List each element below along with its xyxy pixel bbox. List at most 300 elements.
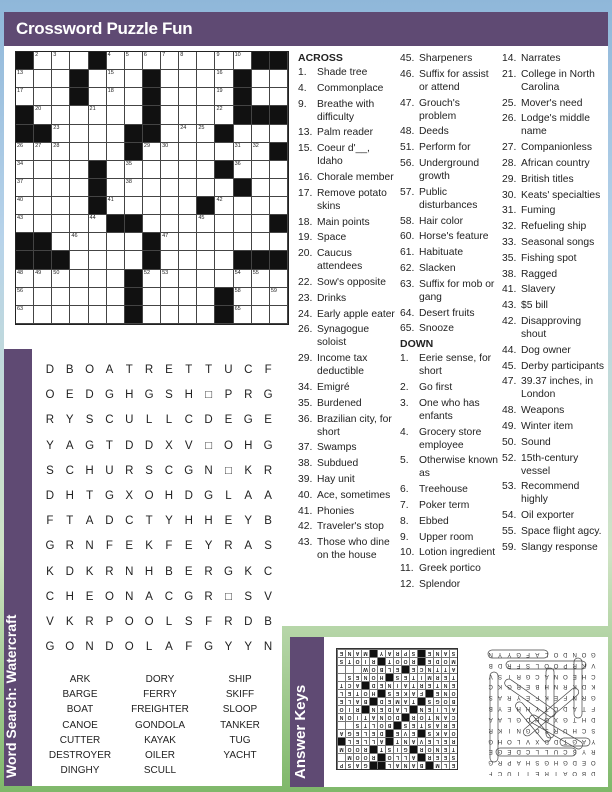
crossword-cell[interactable] xyxy=(215,197,233,215)
crossword-cell[interactable] xyxy=(161,161,179,179)
crossword-cell[interactable] xyxy=(34,70,52,88)
word-search-letter[interactable]: H xyxy=(85,464,94,477)
crossword-cell[interactable] xyxy=(34,197,52,215)
crossword-cell[interactable] xyxy=(125,88,143,106)
crossword-cell[interactable] xyxy=(143,161,161,179)
crossword-cell[interactable] xyxy=(179,143,197,161)
crossword-cell[interactable] xyxy=(125,106,143,124)
word-search-letter[interactable]: F xyxy=(165,540,173,553)
word-search-letter[interactable]: N xyxy=(85,540,94,553)
word-search-letter[interactable]: E xyxy=(224,515,233,528)
word-search-letter[interactable]: H xyxy=(65,590,74,603)
crossword-cell[interactable] xyxy=(89,251,107,269)
word-search-letter[interactable]: V xyxy=(184,439,193,452)
word-search-letter[interactable]: H xyxy=(184,389,193,402)
word-search-letter[interactable]: T xyxy=(205,364,213,376)
crossword-cell[interactable] xyxy=(197,125,215,143)
crossword-cell[interactable] xyxy=(52,125,70,143)
word-search-letter[interactable]: H xyxy=(164,489,174,502)
crossword-cell[interactable] xyxy=(197,306,215,324)
word-search-letter[interactable]: U xyxy=(125,414,134,427)
word-search-letter[interactable]: E xyxy=(165,364,173,376)
crossword-cell[interactable] xyxy=(179,251,197,269)
crossword-cell[interactable] xyxy=(70,197,88,215)
word-search-letter[interactable]: E xyxy=(125,540,134,553)
word-search-letter[interactable]: S xyxy=(165,389,173,402)
word-search-letter[interactable]: O xyxy=(104,590,114,603)
word-search-letter[interactable]: K xyxy=(145,540,153,553)
word-search-letter[interactable]: O xyxy=(223,439,233,452)
crossword-cell[interactable] xyxy=(215,215,233,233)
word-search-letter[interactable]: Y xyxy=(46,439,54,452)
crossword-cell[interactable] xyxy=(161,306,179,324)
word-search-letter[interactable]: G xyxy=(204,489,214,502)
word-search-letter[interactable]: L xyxy=(225,489,232,502)
word-search-letter[interactable]: K xyxy=(46,565,54,578)
crossword-cell[interactable] xyxy=(234,161,252,179)
crossword-cell[interactable] xyxy=(270,233,288,251)
crossword-cell[interactable] xyxy=(179,52,197,70)
word-search-letter[interactable]: A xyxy=(244,540,253,553)
word-search-letter[interactable]: R xyxy=(125,464,134,477)
crossword-cell[interactable] xyxy=(215,270,233,288)
crossword-cell[interactable] xyxy=(234,233,252,251)
word-search-letter[interactable]: N xyxy=(263,641,273,654)
crossword-cell[interactable] xyxy=(215,233,233,251)
crossword-cell[interactable] xyxy=(161,179,179,197)
word-search-letter[interactable]: T xyxy=(145,515,153,528)
crossword-cell[interactable] xyxy=(161,106,179,124)
word-search-letter[interactable]: L xyxy=(165,615,173,628)
crossword-cell[interactable] xyxy=(197,70,215,88)
word-search-letter[interactable]: K xyxy=(65,615,74,628)
crossword-cell[interactable] xyxy=(16,306,34,324)
crossword-cell[interactable] xyxy=(143,197,161,215)
word-search-letter[interactable]: D xyxy=(45,364,55,376)
word-search-letter[interactable]: R xyxy=(224,540,233,553)
crossword-cell[interactable] xyxy=(143,215,161,233)
crossword-cell[interactable] xyxy=(252,125,270,143)
word-search-letter[interactable]: C xyxy=(164,590,174,603)
crossword-cell[interactable] xyxy=(16,197,34,215)
crossword-cell[interactable] xyxy=(34,143,52,161)
crossword-cell[interactable] xyxy=(125,197,143,215)
crossword-cell[interactable] xyxy=(89,233,107,251)
word-search-letter[interactable]: C xyxy=(65,464,74,477)
crossword-cell[interactable] xyxy=(270,197,288,215)
crossword-cell[interactable] xyxy=(197,233,215,251)
word-search-letter[interactable]: K xyxy=(85,565,94,578)
word-search-letter[interactable]: D xyxy=(45,489,55,502)
crossword-cell[interactable] xyxy=(197,143,215,161)
word-search-letter[interactable]: H xyxy=(244,439,253,452)
crossword-cell[interactable] xyxy=(89,306,107,324)
crossword-cell[interactable] xyxy=(197,161,215,179)
crossword-cell[interactable] xyxy=(70,233,88,251)
word-search-letter[interactable]: O xyxy=(45,389,55,402)
word-search-letter[interactable]: G xyxy=(85,439,95,452)
crossword-cell[interactable] xyxy=(161,88,179,106)
crossword-cell[interactable] xyxy=(197,179,215,197)
word-search-letter[interactable]: R xyxy=(224,615,233,628)
word-search-letter[interactable]: T xyxy=(125,364,133,376)
word-search-letter[interactable]: H xyxy=(65,489,74,502)
crossword-cell[interactable] xyxy=(252,70,270,88)
crossword-cell[interactable] xyxy=(125,179,143,197)
crossword-cell[interactable] xyxy=(34,179,52,197)
crossword-cell[interactable] xyxy=(16,288,34,306)
crossword-cell[interactable] xyxy=(270,288,288,306)
word-search-letter[interactable]: □ xyxy=(224,464,232,477)
crossword-cell[interactable] xyxy=(70,251,88,269)
crossword-cell[interactable] xyxy=(270,270,288,288)
crossword-cell[interactable] xyxy=(197,288,215,306)
word-search-letter[interactable]: R xyxy=(65,540,74,553)
word-search-letter[interactable]: X xyxy=(125,489,134,502)
crossword-cell[interactable] xyxy=(179,70,197,88)
word-search-letter[interactable]: H xyxy=(204,515,213,528)
word-search-letter[interactable]: Y xyxy=(65,414,74,427)
word-search-letter[interactable]: A xyxy=(165,641,173,654)
crossword-cell[interactable] xyxy=(52,215,70,233)
word-search-letter[interactable]: G xyxy=(45,540,55,553)
word-search-letter[interactable]: S xyxy=(46,464,54,477)
crossword-cell[interactable] xyxy=(34,215,52,233)
crossword-cell[interactable] xyxy=(107,251,125,269)
crossword-cell[interactable] xyxy=(197,52,215,70)
crossword-cell[interactable] xyxy=(107,52,125,70)
crossword-cell[interactable] xyxy=(143,288,161,306)
crossword-cell[interactable] xyxy=(125,70,143,88)
crossword-cell[interactable] xyxy=(52,197,70,215)
word-search-letter[interactable]: P xyxy=(224,389,233,402)
crossword-cell[interactable] xyxy=(107,161,125,179)
word-search-letter[interactable]: O xyxy=(85,364,95,376)
crossword-cell[interactable] xyxy=(179,179,197,197)
crossword-cell[interactable] xyxy=(16,270,34,288)
crossword-cell[interactable] xyxy=(52,161,70,179)
crossword-cell[interactable] xyxy=(179,215,197,233)
crossword-cell[interactable] xyxy=(89,143,107,161)
word-search-letter[interactable]: N xyxy=(125,565,134,578)
crossword-cell[interactable] xyxy=(16,215,34,233)
crossword-cell[interactable] xyxy=(52,70,70,88)
word-search-letter[interactable]: Y xyxy=(244,515,253,528)
crossword-cell[interactable] xyxy=(16,70,34,88)
word-search-letter[interactable]: H xyxy=(125,389,134,402)
word-search-letter[interactable]: O xyxy=(65,641,75,654)
crossword-cell[interactable] xyxy=(70,270,88,288)
word-search-letter[interactable]: R xyxy=(144,364,154,376)
crossword-cell[interactable] xyxy=(89,70,107,88)
crossword-cell[interactable] xyxy=(89,270,107,288)
word-search-letter[interactable]: G xyxy=(184,464,194,477)
word-search-letter[interactable]: R xyxy=(45,414,55,427)
word-search-letter[interactable]: D xyxy=(184,489,193,502)
crossword-cell[interactable] xyxy=(89,106,107,124)
crossword-cell[interactable] xyxy=(52,233,70,251)
word-search-letter[interactable]: C xyxy=(244,364,253,376)
crossword-cell[interactable] xyxy=(52,179,70,197)
word-search-letter[interactable]: E xyxy=(184,540,193,553)
crossword-cell[interactable] xyxy=(270,88,288,106)
word-search-letter[interactable]: H xyxy=(144,565,154,578)
word-search-letter[interactable]: R xyxy=(204,565,213,578)
crossword-cell[interactable] xyxy=(16,88,34,106)
crossword-cell[interactable] xyxy=(252,215,270,233)
word-search-letter[interactable]: P xyxy=(105,615,114,628)
crossword-cell[interactable] xyxy=(125,251,143,269)
word-search-letter[interactable]: S xyxy=(145,464,153,477)
crossword-cell[interactable] xyxy=(197,251,215,269)
crossword-cell[interactable] xyxy=(107,179,125,197)
word-search-letter[interactable]: R xyxy=(244,389,253,402)
crossword-cell[interactable] xyxy=(143,306,161,324)
word-search-letter[interactable]: O xyxy=(124,615,134,628)
crossword-cell[interactable] xyxy=(107,70,125,88)
word-search-letter[interactable]: C xyxy=(184,414,193,427)
word-search-letter[interactable]: D xyxy=(244,615,253,628)
crossword-cell[interactable] xyxy=(215,251,233,269)
word-search-letter[interactable]: C xyxy=(263,565,273,578)
word-search-letter[interactable]: Y xyxy=(165,515,173,528)
crossword-cell[interactable] xyxy=(161,270,179,288)
word-search-letter[interactable]: U xyxy=(224,364,233,376)
crossword-cell[interactable] xyxy=(16,179,34,197)
word-search-letter[interactable]: Y xyxy=(244,641,253,654)
word-search-letter[interactable]: U xyxy=(105,464,114,477)
word-search-letter[interactable]: A xyxy=(264,489,272,502)
crossword-cell[interactable] xyxy=(143,52,161,70)
word-search-letter[interactable]: C xyxy=(125,515,134,528)
word-search-letter[interactable]: Y xyxy=(204,540,213,553)
crossword-cell[interactable] xyxy=(70,179,88,197)
word-search-letter[interactable]: E xyxy=(65,389,74,402)
word-search-letter[interactable]: C xyxy=(164,464,174,477)
word-search-letter[interactable]: □ xyxy=(205,439,213,452)
word-search-letter[interactable]: B xyxy=(264,615,272,628)
word-search-letter[interactable]: □ xyxy=(205,389,213,402)
word-search-letter[interactable]: B xyxy=(65,364,74,376)
crossword-cell[interactable] xyxy=(161,197,179,215)
word-search-letter[interactable]: R xyxy=(204,590,213,603)
crossword-cell[interactable] xyxy=(52,88,70,106)
crossword-cell[interactable] xyxy=(125,161,143,179)
crossword-cell[interactable] xyxy=(179,125,197,143)
word-search-letter[interactable]: G xyxy=(104,489,114,502)
word-search-letter[interactable]: K xyxy=(244,565,253,578)
word-search-letter[interactable]: T xyxy=(66,515,74,528)
word-search-letter[interactable]: K xyxy=(244,464,253,477)
word-search-letter[interactable]: R xyxy=(263,464,273,477)
crossword-cell[interactable] xyxy=(107,197,125,215)
crossword-cell[interactable] xyxy=(107,270,125,288)
word-search-letter[interactable]: G xyxy=(104,389,114,402)
word-search-letter[interactable]: V xyxy=(264,590,272,603)
word-search-letter[interactable]: G xyxy=(263,439,273,452)
word-search-letter[interactable]: H xyxy=(184,515,193,528)
crossword-cell[interactable] xyxy=(107,88,125,106)
crossword-cell[interactable] xyxy=(70,106,88,124)
crossword-cell[interactable] xyxy=(70,125,88,143)
crossword-cell[interactable] xyxy=(252,88,270,106)
crossword-cell[interactable] xyxy=(179,88,197,106)
crossword-cell[interactable] xyxy=(161,233,179,251)
word-search-letter[interactable]: A xyxy=(85,515,94,528)
crossword-cell[interactable] xyxy=(52,270,70,288)
crossword-cell[interactable] xyxy=(270,306,288,324)
crossword-cell[interactable] xyxy=(252,270,270,288)
crossword-cell[interactable] xyxy=(234,270,252,288)
word-search-letter[interactable]: S xyxy=(184,615,193,628)
crossword-cell[interactable] xyxy=(252,197,270,215)
crossword-cell[interactable] xyxy=(125,233,143,251)
crossword-cell[interactable] xyxy=(234,143,252,161)
word-search-letter[interactable]: E xyxy=(264,414,272,427)
crossword-cell[interactable] xyxy=(52,52,70,70)
word-search-letter[interactable]: F xyxy=(105,540,113,553)
crossword-cell[interactable] xyxy=(107,233,125,251)
crossword-cell[interactable] xyxy=(52,306,70,324)
crossword-cell[interactable] xyxy=(107,125,125,143)
crossword-cell[interactable] xyxy=(70,143,88,161)
crossword-cell[interactable] xyxy=(107,306,125,324)
crossword-cell[interactable] xyxy=(215,52,233,70)
word-search-letter[interactable]: E xyxy=(85,590,94,603)
word-search-letter[interactable]: F xyxy=(46,515,54,528)
word-search-letter[interactable]: X xyxy=(165,439,173,452)
crossword-cell[interactable] xyxy=(34,306,52,324)
crossword-cell[interactable] xyxy=(215,88,233,106)
crossword-cell[interactable] xyxy=(252,179,270,197)
word-search-letter[interactable]: B xyxy=(165,565,173,578)
crossword-cell[interactable] xyxy=(70,306,88,324)
crossword-cell[interactable] xyxy=(179,288,197,306)
word-search-letter[interactable]: A xyxy=(65,439,74,452)
crossword-cell[interactable] xyxy=(161,143,179,161)
crossword-cell[interactable] xyxy=(16,161,34,179)
crossword-cell[interactable] xyxy=(197,215,215,233)
word-search-letter[interactable]: N xyxy=(125,590,134,603)
crossword-cell[interactable] xyxy=(270,161,288,179)
crossword-cell[interactable] xyxy=(161,251,179,269)
word-search-letter[interactable]: T xyxy=(185,364,193,376)
crossword-cell[interactable] xyxy=(89,125,107,143)
word-search-letter[interactable]: G xyxy=(204,641,214,654)
crossword-cell[interactable] xyxy=(270,125,288,143)
crossword-cell[interactable] xyxy=(143,270,161,288)
crossword-cell[interactable] xyxy=(234,125,252,143)
word-search-letter[interactable]: D xyxy=(204,414,213,427)
word-search-letter[interactable]: A xyxy=(105,364,114,376)
crossword-cell[interactable] xyxy=(34,88,52,106)
word-search-letter[interactable]: O xyxy=(124,641,134,654)
crossword-cell[interactable] xyxy=(215,179,233,197)
word-search-letter[interactable]: S xyxy=(244,590,253,603)
crossword-cell[interactable] xyxy=(161,52,179,70)
word-search-letter[interactable]: G xyxy=(45,641,55,654)
crossword-cell[interactable] xyxy=(234,52,252,70)
crossword-cell[interactable] xyxy=(179,161,197,179)
crossword-cell[interactable] xyxy=(34,270,52,288)
crossword-cell[interactable] xyxy=(234,197,252,215)
word-search-letter[interactable]: A xyxy=(244,489,253,502)
word-search-letter[interactable]: Y xyxy=(224,641,233,654)
crossword-cell[interactable] xyxy=(179,270,197,288)
crossword-cell[interactable] xyxy=(16,143,34,161)
word-search-letter[interactable]: N xyxy=(85,641,94,654)
crossword-cell[interactable] xyxy=(34,52,52,70)
crossword-cell[interactable] xyxy=(89,215,107,233)
crossword-cell[interactable] xyxy=(52,288,70,306)
word-search-letter[interactable]: L xyxy=(165,414,173,427)
word-search-letter[interactable]: T xyxy=(86,489,94,502)
crossword-cell[interactable] xyxy=(234,306,252,324)
word-search-letter[interactable]: E xyxy=(224,414,233,427)
word-search-letter[interactable]: D xyxy=(144,439,154,452)
word-search-letter[interactable]: E xyxy=(184,565,193,578)
word-search-letter[interactable]: A xyxy=(145,590,153,603)
word-search-letter[interactable]: G xyxy=(223,565,233,578)
word-search-letter[interactable]: D xyxy=(125,439,134,452)
crossword-cell[interactable] xyxy=(215,143,233,161)
word-search-letter[interactable]: D xyxy=(105,641,114,654)
word-search-letter[interactable]: N xyxy=(204,464,213,477)
word-search-letter[interactable]: O xyxy=(144,489,154,502)
word-search-letter[interactable]: R xyxy=(105,565,114,578)
word-search-letter[interactable]: F xyxy=(264,364,272,376)
crossword-cell[interactable] xyxy=(70,52,88,70)
crossword-cell[interactable] xyxy=(161,215,179,233)
crossword-cell[interactable] xyxy=(107,288,125,306)
word-search-letter[interactable]: T xyxy=(105,439,113,452)
word-search-letter[interactable]: □ xyxy=(224,590,232,603)
word-search-letter[interactable]: S xyxy=(264,540,272,553)
crossword-cell[interactable] xyxy=(215,106,233,124)
crossword-cell[interactable] xyxy=(70,288,88,306)
crossword-cell[interactable] xyxy=(161,125,179,143)
crossword-cell[interactable] xyxy=(197,88,215,106)
word-search-letter[interactable]: D xyxy=(105,515,114,528)
word-search-letter[interactable]: L xyxy=(145,414,153,427)
crossword-cell[interactable] xyxy=(34,161,52,179)
crossword-cell[interactable] xyxy=(252,233,270,251)
crossword-cell[interactable] xyxy=(179,233,197,251)
crossword-cell[interactable] xyxy=(161,288,179,306)
crossword-cell[interactable] xyxy=(161,70,179,88)
word-search-letter[interactable]: D xyxy=(65,565,74,578)
crossword-cell[interactable] xyxy=(143,143,161,161)
crossword-cell[interactable] xyxy=(179,106,197,124)
word-search-letter[interactable]: G xyxy=(184,590,194,603)
crossword-cell[interactable] xyxy=(107,143,125,161)
word-search-letter[interactable]: G xyxy=(243,414,253,427)
crossword-cell[interactable] xyxy=(70,215,88,233)
word-search-letter[interactable]: B xyxy=(264,515,272,528)
crossword-cell[interactable] xyxy=(52,106,70,124)
crossword-cell[interactable] xyxy=(89,88,107,106)
crossword-cell[interactable] xyxy=(89,288,107,306)
crossword-cell[interactable] xyxy=(197,106,215,124)
crossword-cell[interactable] xyxy=(179,306,197,324)
crossword-cell[interactable] xyxy=(252,288,270,306)
word-search-letter[interactable]: S xyxy=(85,414,94,427)
word-search-letter[interactable]: C xyxy=(105,414,114,427)
word-search-letter[interactable]: O xyxy=(144,615,154,628)
crossword-cell[interactable] xyxy=(234,288,252,306)
crossword-cell[interactable] xyxy=(215,70,233,88)
crossword-cell[interactable] xyxy=(197,270,215,288)
